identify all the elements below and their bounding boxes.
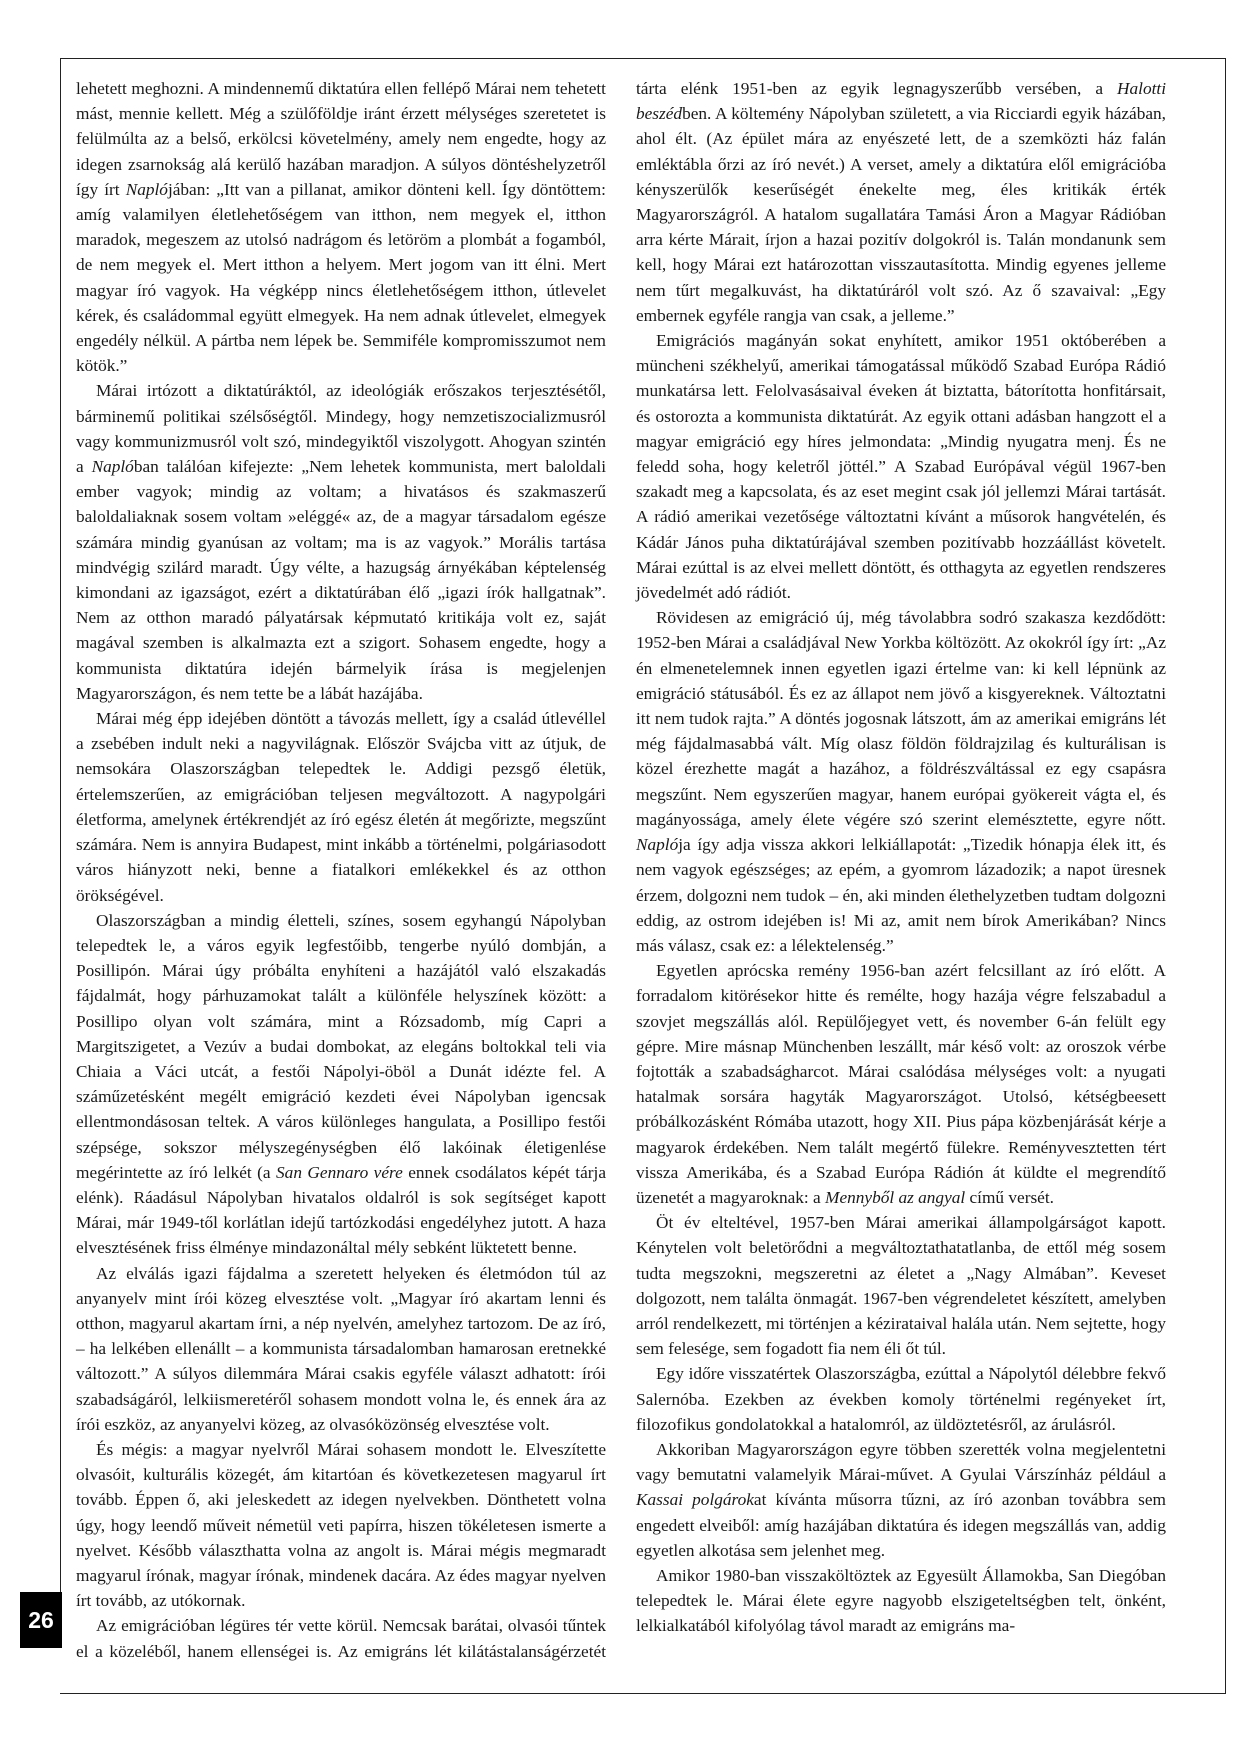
paragraph-text: ban találóan kifejezte: „Nem lehetek kommunista, mert baloldali ember vagyok; mindig az voltam; a hivatásos és szakmaszerű baloldaliaknak sosem voltam »eléggé« az, de a magyar társadalom egésze számára mindig gyanúsan az voltam; ma is az vagyok.” Morális tartása mindvégig szilárd maradt. Úgy vélte, a hazugság árnyékában képtelenség kimondani az igazságot, ezért a diktatúrában élő „igazi írók hallgatnak”. Nem az otthon maradó pályatársak képmutató kritikája volt ez, saját magával szemben is alkalmazta ezt a szigort. Sohasem engedte, hogy a kommunista diktatúra idején bármelyik írása is megjelenjen Magyarországon, és nem tette be a lábát hazájába.: [76, 457, 606, 703]
paragraph-text: Emigrációs magányán sokat enyhített, amikor 1951 októberében a müncheni székhelyű, amerikai támogatással működő Szabad Európa Rádió munkatársa lett. Felolvasásaival éveken át biztatta, bátorította honfitársait, és ostorozta a kommunista diktatúrát. Az egyik ottani adásban hangzott el a magyar emigráció egy híres jelmondata: „Mindig nyugatra menj. És ne feledd soha, hogy keletről jöttél.” A Szabad Európával végül 1967-ben szakadt meg a kapcsolata, és az eset megint csak jól jellemzi Márai tartását. A rádió amerikai vezetősége változtatni kívánt a műsorok hangvételén, és Kádár János puha diktatúrájával szemben pozitívabb hozzáállást követelt. Márai ezúttal is az elvei mellett döntött, és otthagyta az egyetlen rendszeres jövedelmét adó rádiót.: [636, 331, 1166, 603]
paragraph-text: Egyetlen aprócska remény 1956-ban azért felcsillant az író előtt. A forradalom kitörésekor hitte és remélte, hogy hazája végre felszabadul a szovjet megszállás alól. Repülőjegyet vett, és november 6-án felült egy gépre. Mire másnap Münchenben leszállt, már késő volt: az oroszok vérbe fojtották a szabadságharcot. Márai csalódása mélységes volt: a nyugati hatalmak sorsára hagyták Magyarországot. Utolsó, kétségbeesett próbálkozásként Rómába utazott, hogy XII. Pius pápa közbenjárását kérje a magyarok érdekében. Nem talált megértő fülekre. Reményvesztetten tért vissza Amerikába, és a Szabad Európa Rádión át küldte el megrendítő üzenetét a magyaroknak: a: [636, 961, 1166, 1207]
paragraph-text: Akkoriban Magyarországon egyre többen szerették volna megjelentetni vagy bemutatni valamelyik Márai-művet. A Gyulai Várszínház például a: [636, 1439, 1166, 1485]
italic-title: Halotti beszéd: [636, 79, 1166, 124]
paragraph-text: Amikor 1980-ban visszaköltöztek az Egyesült Államokba, San Diegóban telepedtek le. Márai élete egyre nagyobb elszigeteltségben telt, önként, lelkialkatából kifolyólag távol maradt az emigráns ma-: [636, 1565, 1166, 1636]
paragraph-text: ja így adja vissza akkori lelkiállapotát: „Tizedik hónapja élek itt, és nem vagyok egészséges; az epém, a gyomrom lázadozik; a napot üresnek érzem, dolgozni nem tudok – én, aki minden élethelyzetben tudtam dolgozni eddig, az ostrom idejében is! Mi az, amit nem bírok Amerikában? Nincs más válasz, csak ez: a lélektelenség.”: [636, 835, 1166, 955]
paragraph-text: Márai még épp idejében döntött a távozás mellett, így a család útlevéllel a zsebében indult neki a nagyvilágnak. Először Svájcba vitt az útjuk, de nemsokára Olaszországban telepedtek le. Addigi pezsgő életük, értelemszerűen, az emigrációban teljesen megváltozott. A nagypolgári életforma, amelynek értékrendjét az író egész életén át megőrizte, megszűnt számára. Nem is annyira Budapest, mint inkább a történelmi, polgáriasodott város hiányzott neki, benne a fiatalkori emlékekkel és az otthon örökségével.: [76, 709, 606, 905]
body-paragraph: [636, 1563, 1166, 1639]
paragraph-text: És mégis: a magyar nyelvről Márai sohasem mondott le. Elveszítette olvasóit, kulturális közegét, ám kitartóan és következetesen magyarul írt tovább. Éppen ő, aki jeleskedett az idegen nyelvekben. Dönthetett volna úgy, hogy leendő műveit németül veti papírra, hiszen tökéletesen ismerte a nyelvet. Később választhatta volna az angolt is. Márai mégis megmaradt magyarul írónak, magyar írónak, mindenek dacára. Az édes magyar nyelven írt tovább, az utókornak.: [76, 1439, 606, 1611]
paragraph-text: Öt év elteltével, 1957-ben Márai amerikai állampolgárságot kapott. Kénytelen volt beletörődni a megváltoztathatatlanba, de ettől még sosem tudta megszokni, megszeretni az életet a „Nagy Almában”. Keveset dolgozott, nem találta önmagát. 1967-ben végrendeletet készített, amelyben arról rendelkezett, mi történjen a kézirataival halála után. Nem sejtette, hogy sem felesége, sem fogadott fia nem éli őt túl.: [636, 1213, 1166, 1359]
italic-title: Napló: [636, 835, 679, 855]
body-paragraph: [76, 908, 606, 1261]
paragraph-text: at kívánta műsorra tűzni, az író azonban továbbra sem engedett elveiből: amíg hazájában diktatúra és idegen megszállás van, addig egyetlen alkotása sem jelenhet meg.: [636, 1490, 1166, 1560]
paragraph-text: jában: „Itt van a pillanat, amikor dönteni kell. Így döntöttem: amíg valamilyen életlehetőségem van itthon, nem megyek el, itthon maradok, megeszem az utolsó nadrágom és letöröm a plombát a fogamból, de nem megyek el. Mert itthon a helyem. Mert jogom van itt élni. Mert magyar író vagyok. Ha végképp nincs életlehetőségem itthon, útlevelet kérek, és családommal együtt elmegyek. Ha nem adnak útlevelet, elmegyek engedély nélkül. A pártba nem lépek be. Semmiféle kompromisszumot nem kötök.”: [76, 179, 606, 376]
body-paragraph: [636, 958, 1166, 1210]
body-paragraph: [76, 706, 606, 908]
page-frame-left-rule: [60, 58, 61, 1648]
body-paragraph: [636, 1361, 1166, 1437]
paragraph-text: ennek csodálatos képét tárja elénk). Ráadásul Nápolyban hivatalos oldalról is sok segítséget kapott Márai, már 1949-től korlátlan idejű tartózkodási engedélyhez jutott. A haza elvesztésének friss élménye mindazonáltal mély sebként lüktetett benne.: [76, 1162, 606, 1258]
paragraph-text: Olaszországban a mindig életteli, színes, sosem egyhangú Nápolyban telepedtek le, a város egyik legfestőibb, tengerbe nyúló dombján, a Posillipón. Márai úgy próbálta enyhíteni a hazájától való elszakadás fájdalmát, hogy párhuzamokat talált a különféle helyszínek között: a Posillipo olyan volt számára, mint a Rózsadomb, míg Capri a Margitszigetet, a Vezúv a budai dombokat, az elegáns boltokkal teli via Chiaia a Váci utcát, a festői Nápolyi-öböl a Dunát idézte fel. A száműzetésként megélt emigráció kezdeti évei Nápolyban igencsak ellentmondásosan teltek. A város különleges hangulata, a Posillipo festői szépsége, sokszor mélyszegénységben élő lakóinak életigenlése megérintette az író lelkét (a: [76, 910, 606, 1182]
body-paragraph: [76, 378, 606, 706]
paragraph-text: lehetett meghozni. A mindennemű diktatúra ellen fellépő Márai nem tehetett mást, mennie kellett. Még a szülőföldje iránt érzett mélységes szeretetet is felülmúlta az a belső, erkölcsi követelmény, amely nem engedte, hogy az idegen zsarnokság alá kerülő hazában maradjon. A súlyos döntéshelyzetről így írt: [76, 79, 606, 199]
paragraph-text: című versét.: [965, 1187, 1054, 1207]
page-number: 26: [20, 1592, 62, 1648]
paragraph-text: Az emigrációban légüres tér vette körül. Nemcsak barátai, olvasói tűntek el a közeléből, hanem ellenségei is. Az emigráns lét kilátástalanságérzetét tárta elénk 1951-ben az egyik legnagyszerűbb versében, a: [76, 79, 1118, 1661]
paragraph-text: Márai irtózott a diktatúráktól, az ideológiák erőszakos terjesztésétől, bárminemű politikai szélsőségtől. Mindegy, hogy nemzetiszocializmusról vagy kommunizmusról volt szó, mindegyiktől viszolygott. Ahogyan szintén a: [76, 381, 606, 477]
paragraph-text: Az elválás igazi fájdalma a szeretett helyeken és életmódon túl az anyanyelv mint írói közeg elvesztése volt. „Magyar író akartam lenni és otthon, magyarul akartam írni, a nép nyelvén, amelyhez tartozom. De az író, – ha lelkében ellenállt – a kommunista társadalomban hamarosan eretnekké változott.” A súlyos dilemmára Márai csakis egyféle választ adhatott: írói szabadságáról, lelkiismeretéről sohasem mondott volna le, és ennek ára az írói eszköz, az anyanyelvi közeg, az olvasóközönség elvesztése volt.: [76, 1263, 606, 1434]
italic-title: Mennyből az angyal: [825, 1187, 966, 1207]
italic-title: Napló: [91, 457, 134, 477]
paragraph-text: ben. A költemény Nápolyban született, a via Ricciardi egyik házában, ahol élt. (Az épület mára az enyészeté lett, de a szemközti ház falán emléktábla őrzi az író nevét.) A verset, amely a diktatúra elől emigrációba kényszerülők keserűségét énekelte meg, éles kritikák érték Magyarországról. A hatalom sugallatára Tamási Áron a Magyar Rádióban arra kérte Márait, írjon a hazai pozitív dolgokról is. Talán mondanunk sem kell, hogy Márai ezt határozottan visszautasította. Mindig egyenes jelleme nem tűrt megalkuvást, ha diktatúráról volt szó. Az ő szavaival: „Egy embernek egyféle rangja van csak, a jelleme.”: [636, 104, 1166, 325]
italic-title: San Gennaro vére: [276, 1162, 403, 1182]
italic-title: Kassai polgárok: [636, 1490, 754, 1510]
article-body: [76, 76, 1166, 1676]
body-paragraph: [76, 1261, 606, 1437]
italic-title: Napló: [125, 179, 168, 199]
body-paragraph: [636, 605, 1166, 958]
body-paragraph: [636, 1210, 1166, 1361]
body-paragraph: [76, 76, 606, 378]
paragraph-text: Rövidesen az emigráció új, még távolabbra sodró szakasza kezdődött: 1952-ben Márai a családjával New Yorkba költözött. Az okokról így írt: „Az én elmenetelemnek innen egyetlen igazi értelme van: ki kell lépnünk az emigráció státusából. És ez az állapot nem jövő a kisgyereknek. Változtatni itt nem tudok rajta.” A döntés jogosnak látszott, ám az amerikai emigráns lét még fájdalmasabbá vált. Míg olasz földön földrajzilag és kulturálisan is közel érezhette magát a hazához, a földrészváltással ez egy csapásra megszűnt. Nem egyszerűen magyar, hanem európai gyökereit vágta el, és magányossága, amely élete végére szó szerint elemésztette, egyre nőtt.: [636, 608, 1166, 829]
body-paragraph: [76, 1437, 606, 1613]
paragraph-text: Egy időre visszatértek Olaszországba, ezúttal a Nápolytól délebbre fekvő Salernóba. Ezekben az években komoly történelmi regényeket írt, filozofikus gondolatokkal a hatalomról, az üldöztetésről, az árulásról.: [636, 1364, 1166, 1434]
body-paragraph: [636, 328, 1166, 605]
body-paragraph: [636, 1437, 1166, 1563]
